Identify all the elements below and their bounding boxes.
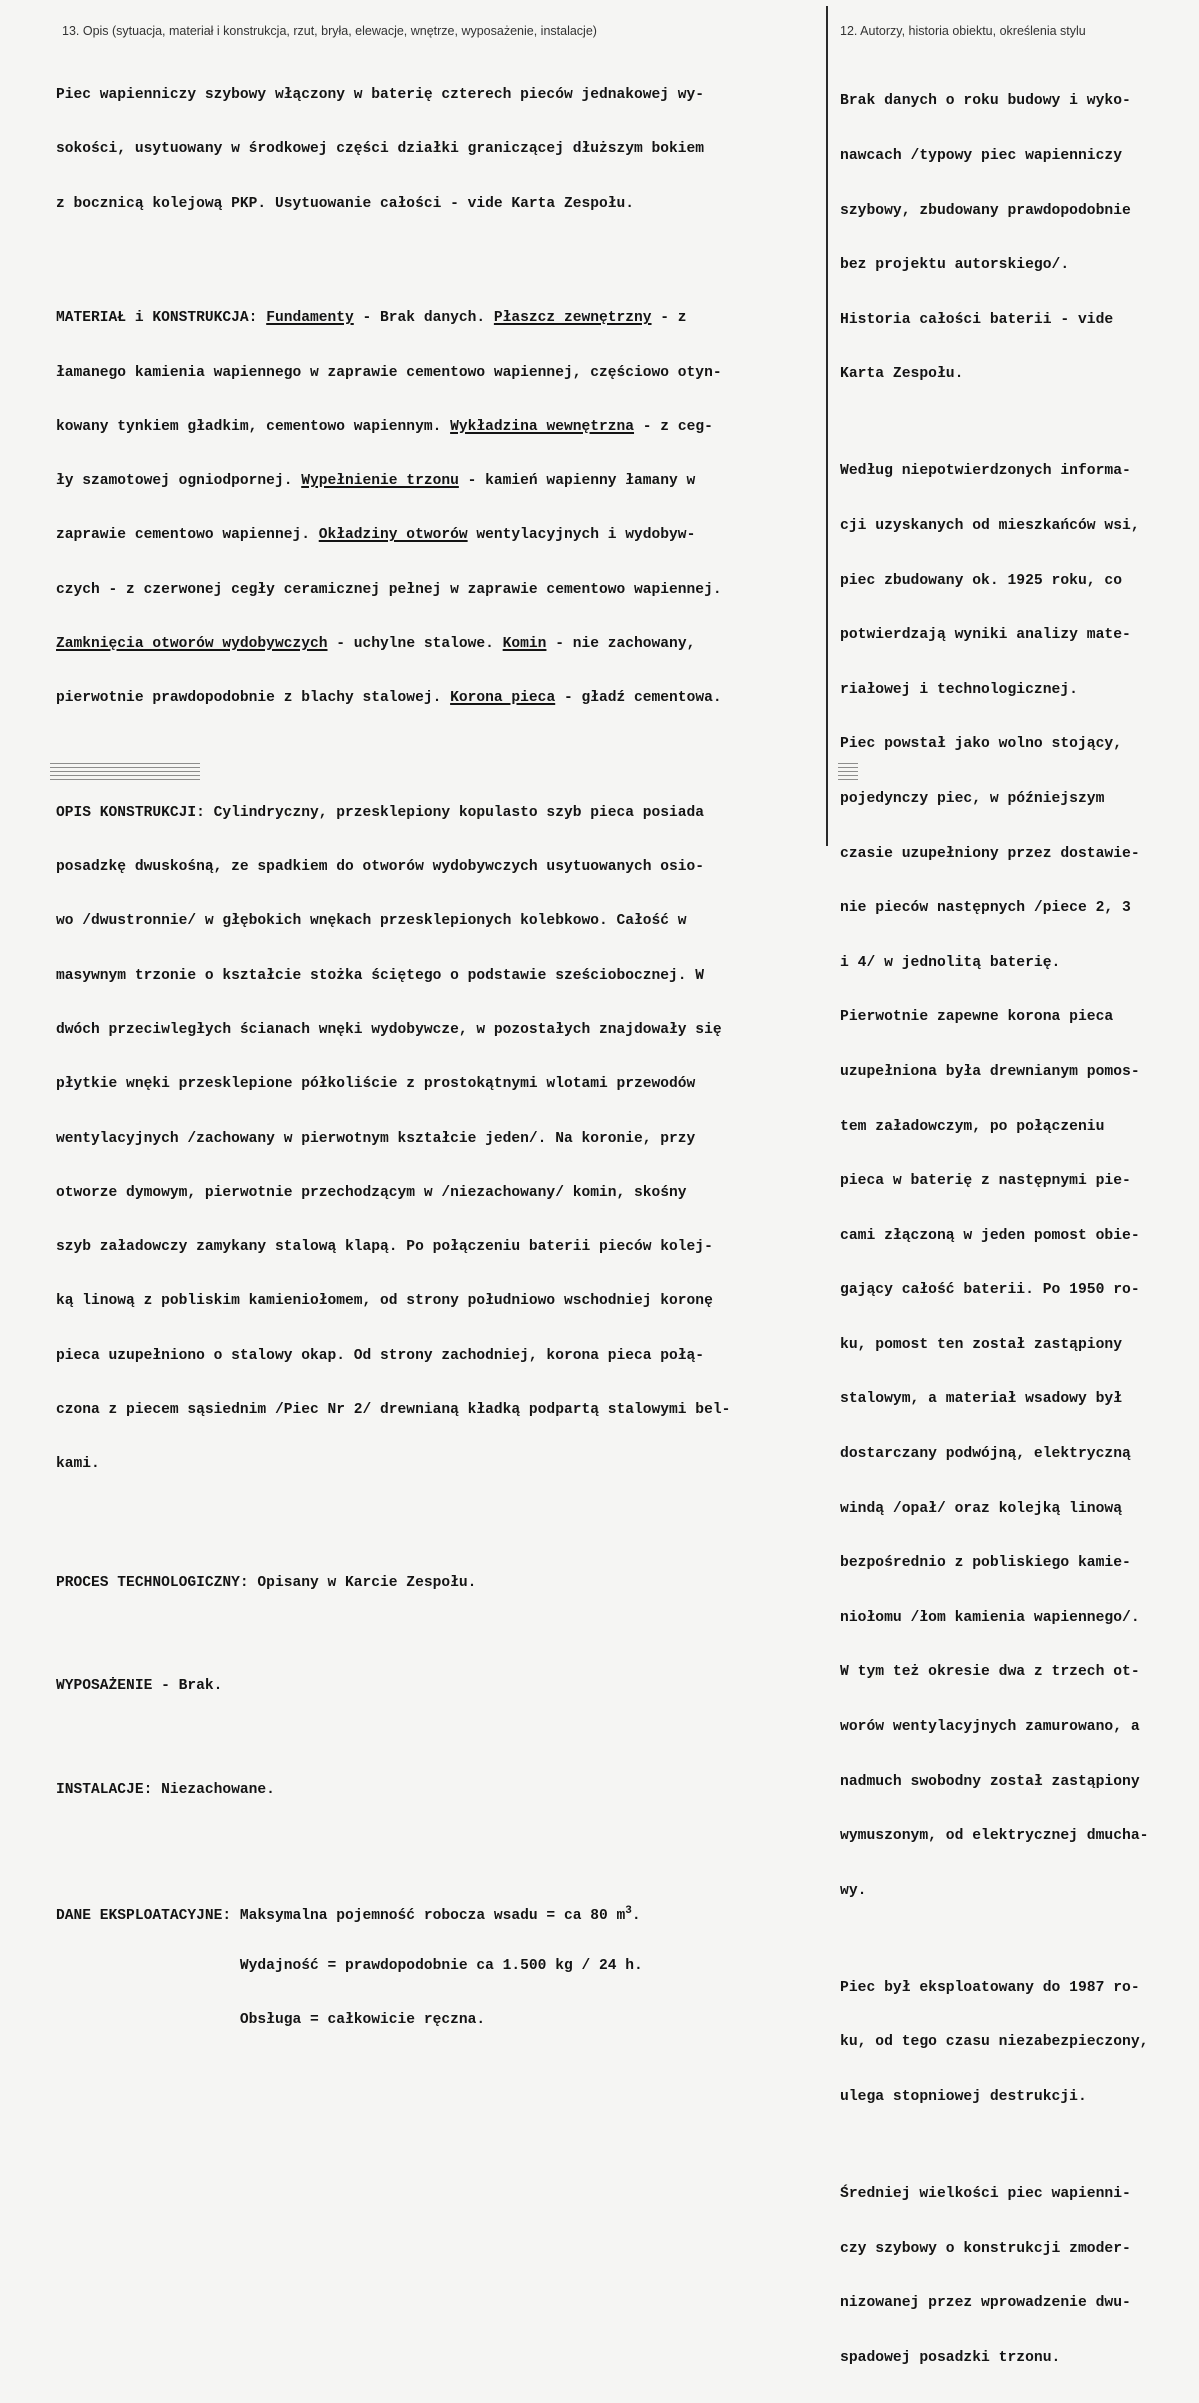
style-line: czy szybowy o konstrukcji zmoder- — [840, 2240, 1131, 2257]
term-fundamenty: Fundamenty — [266, 310, 354, 327]
construction-line: czona z piecem sąsiednim /Piec Nr 2/ drewnianą kładką podpartą stalowymi bel- — [56, 1401, 731, 1418]
construction-line: posadzkę dwuskośną, ze spadkiem do otworów wydobywczych usytuowanych osio- — [56, 859, 705, 876]
section-12-header: 12. Autorzy, historia obiektu, określenia stylu — [840, 24, 1086, 38]
history-line: potwierdzają wyniki analizy mate- — [840, 627, 1131, 644]
history-line: nie pieców następnych /piece 2, 3 — [840, 900, 1131, 917]
history-line: gający całość baterii. Po 1950 ro- — [840, 1282, 1140, 1299]
construction-line: masywnym trzonie o kształcie stożka ściętego o podstawie sześciobocznej. W — [56, 967, 705, 984]
history-line: Piec powstał jako wolno stojący, — [840, 736, 1123, 753]
term-okladziny: Okładziny otworów — [318, 527, 468, 544]
installations-line: INSTALACJE: Niezachowane. — [56, 1781, 275, 1798]
history-line: pieca w baterię z następnymi pie- — [840, 1173, 1131, 1190]
section-13-header: 13. Opis (sytuacja, materiał i konstrukcja, rzut, bryła, elewacje, wnętrze, wyposażenie, instalacje) — [62, 24, 597, 38]
history-line: Historia całości baterii - vide — [840, 311, 1114, 328]
history-line: Brak danych o roku budowy i wyko- — [840, 93, 1131, 110]
history-line: szybowy, zbudowany prawdopodobnie — [840, 202, 1131, 219]
material-line: łamanego kamienia wapiennego w zaprawie cementowo wapiennej, częściowo otyn- — [56, 364, 722, 381]
construction-line: ką linową z pobliskim kamieniołomem, od strony południowo wschodniej koronę — [56, 1293, 713, 1310]
intro-line: sokości, usytuowany w środkowej części działki graniczącej dłuższym bokiem — [56, 141, 705, 158]
history-line: Pierwotnie zapewne korona pieca — [840, 1009, 1114, 1026]
history-line: ku, od tego czasu niezabezpieczony, — [840, 2034, 1149, 2051]
history-line: W tym też okresie dwa z trzech ot- — [840, 1664, 1140, 1681]
history-line: i 4/ w jednolitą baterię. — [840, 954, 1061, 971]
history-line: nawcach /typowy piec wapienniczy — [840, 148, 1123, 164]
term-komin: Komin — [502, 636, 547, 652]
text: zaprawie cementowo wapiennej. — [56, 527, 319, 544]
history-line: stalowym, a materiał wsadowy był — [840, 1391, 1123, 1408]
history-line: uzupełniona była drewnianym pomos- — [840, 1063, 1140, 1080]
construction-line: kami. — [56, 1456, 100, 1473]
construction-line: dwóch przeciwległych ścianach wnęki wydobywcze, w pozostałych znajdowały się — [56, 1021, 722, 1038]
construction-line: pieca uzupełniono o stalowy okap. Od strony zachodniej, korona pieca połą- — [56, 1347, 705, 1364]
history-line: Piec był eksploatowany do 1987 ro- — [840, 1979, 1140, 1996]
history-line: czasie uzupełniony przez dostawie- — [840, 845, 1140, 862]
material-line — [56, 472, 730, 490]
material-line — [56, 689, 730, 707]
construction-line: wentylacyjnych /zachowany w pierwotnym kształcie jeden/. Na koronie, przy — [56, 1130, 696, 1147]
construction-line: szyb załadowczy zamykany stalową klapą. Po połączeniu baterii pieców kolej- — [56, 1239, 713, 1256]
text: - Brak danych. — [353, 310, 494, 327]
history-line: bezpośrednio z pobliskiego kamie- — [840, 1555, 1131, 1572]
history-line: pojedynczy piec, w późniejszym — [840, 790, 1105, 807]
style-line: Średniej wielkości piec wapienni- — [840, 2186, 1131, 2202]
construction-line: otworze dymowym, pierwotnie przechodzącym w /niezachowany/ komin, skośny — [56, 1184, 687, 1201]
history-line: cami złączoną w jeden pomost obie- — [840, 1227, 1140, 1244]
history-line: tem załadowczym, po połączeniu — [840, 1118, 1105, 1135]
construction-line: płytkie wnęki przesklepione półkoliście z prostokątnymi wlotami przewodów — [56, 1076, 696, 1093]
term-plaszcz: Płaszcz zewnętrzny — [493, 310, 652, 327]
history-line: wy. — [840, 1882, 867, 1899]
exploitation-line: Wydajność = prawdopodobnie ca 1.500 kg / 24 h. — [56, 1957, 643, 1974]
column-divider — [826, 6, 828, 846]
text: DANE EKSPLOATACYJNE: Maksymalna pojemność robocza wsadu = ca 80 m — [56, 1908, 626, 1925]
bleed-through-artifact — [838, 760, 858, 780]
text: wentylacyjnych i wydobyw- — [467, 527, 696, 544]
history-line: cji uzyskanych od mieszkańców wsi, — [840, 517, 1140, 534]
history-line: Według niepotwierdzonych informa- — [840, 463, 1131, 480]
history-column — [840, 56, 1149, 2403]
text: - uchylne stalowe. — [327, 636, 503, 652]
bleed-through-artifact — [50, 760, 200, 780]
term-zamkniecia: Zamknięcia otworów wydobywczych — [56, 636, 328, 652]
history-line: ku, pomost ten został zastąpiony — [840, 1336, 1123, 1353]
construction-line: OPIS KONSTRUKCJI: Cylindryczny, przesklepiony kopulasto szyb pieca posiada — [56, 804, 705, 821]
material-line — [56, 418, 730, 436]
term-wypelnienie: Wypełnienie trzonu — [301, 473, 459, 490]
exploitation-line: Obsługa = całkowicie ręczna. — [56, 2011, 486, 2028]
history-line: Karta Zespołu. — [840, 366, 964, 383]
history-line: niołomu /łom kamienia wapiennego/. — [840, 1609, 1140, 1626]
style-line: spadowej posadzki trzonu. — [840, 2349, 1061, 2366]
history-line: nadmuch swobodny został zastąpiony — [840, 1773, 1140, 1790]
history-line: wymuszonym, od elektrycznej dmucha- — [840, 1828, 1149, 1845]
material-line — [56, 309, 730, 327]
style-line: nizowanej przez wprowadzenie dwu- — [840, 2295, 1131, 2312]
history-line: dostarczany podwójną, elektryczną — [840, 1446, 1131, 1463]
intro-line: Piec wapienniczy szybowy włączony w baterię czterech pieców jednakowej wy- — [56, 87, 705, 104]
material-line — [56, 635, 730, 653]
exploitation-line — [56, 1902, 730, 1925]
description-column — [56, 50, 730, 2065]
history-line: ulega stopniowej destrukcji. — [840, 2089, 1087, 2105]
process-line: PROCES TECHNOLOGICZNY: Opisany w Karcie Zespołu. — [56, 1574, 477, 1591]
construction-line: wo /dwustronnie/ w głębokich wnękach przesklepionych kolebkowo. Całość w — [56, 913, 687, 930]
text: pierwotnie prawdopodobnie z blachy stalowej. — [56, 690, 451, 707]
text: - z — [651, 310, 687, 327]
text: - nie zachowany, — [546, 636, 696, 652]
material-line — [56, 526, 730, 544]
text: - kamień wapienny łamany w — [458, 473, 696, 490]
text: - gładź cementowa. — [555, 690, 722, 707]
history-line: windą /opał/ oraz kolejką linową — [840, 1500, 1123, 1517]
history-line: piec zbudowany ok. 1925 roku, co — [840, 572, 1123, 589]
text: kowany tynkiem gładkim, cementowo wapiennym. — [56, 418, 451, 435]
equipment-line: WYPOSAŻENIE - Brak. — [56, 1678, 223, 1695]
intro-line: z bocznicą kolejową PKP. Usytuowanie całości - vide Karta Zespołu. — [56, 195, 635, 212]
material-heading: MATERIAŁ i KONSTRUKCJA: — [56, 310, 267, 327]
history-line: riałowej i technologicznej. — [840, 681, 1078, 698]
term-wykladzina: Wykładzina wewnętrzna — [450, 418, 635, 435]
material-line: czych - z czerwonej cegły ceramicznej pełnej w zaprawie cementowo wapiennej. — [56, 581, 722, 598]
term-korona: Korona pieca — [450, 690, 556, 707]
text: . — [631, 1908, 641, 1925]
superscript: 3 — [625, 1905, 632, 1918]
history-line: bez projektu autorskiego/. — [840, 257, 1070, 274]
text: ły szamotowej ogniodpornej. — [56, 473, 302, 490]
text: - z ceg- — [634, 418, 713, 435]
history-line: worów wentylacyjnych zamurowano, a — [840, 1719, 1140, 1736]
